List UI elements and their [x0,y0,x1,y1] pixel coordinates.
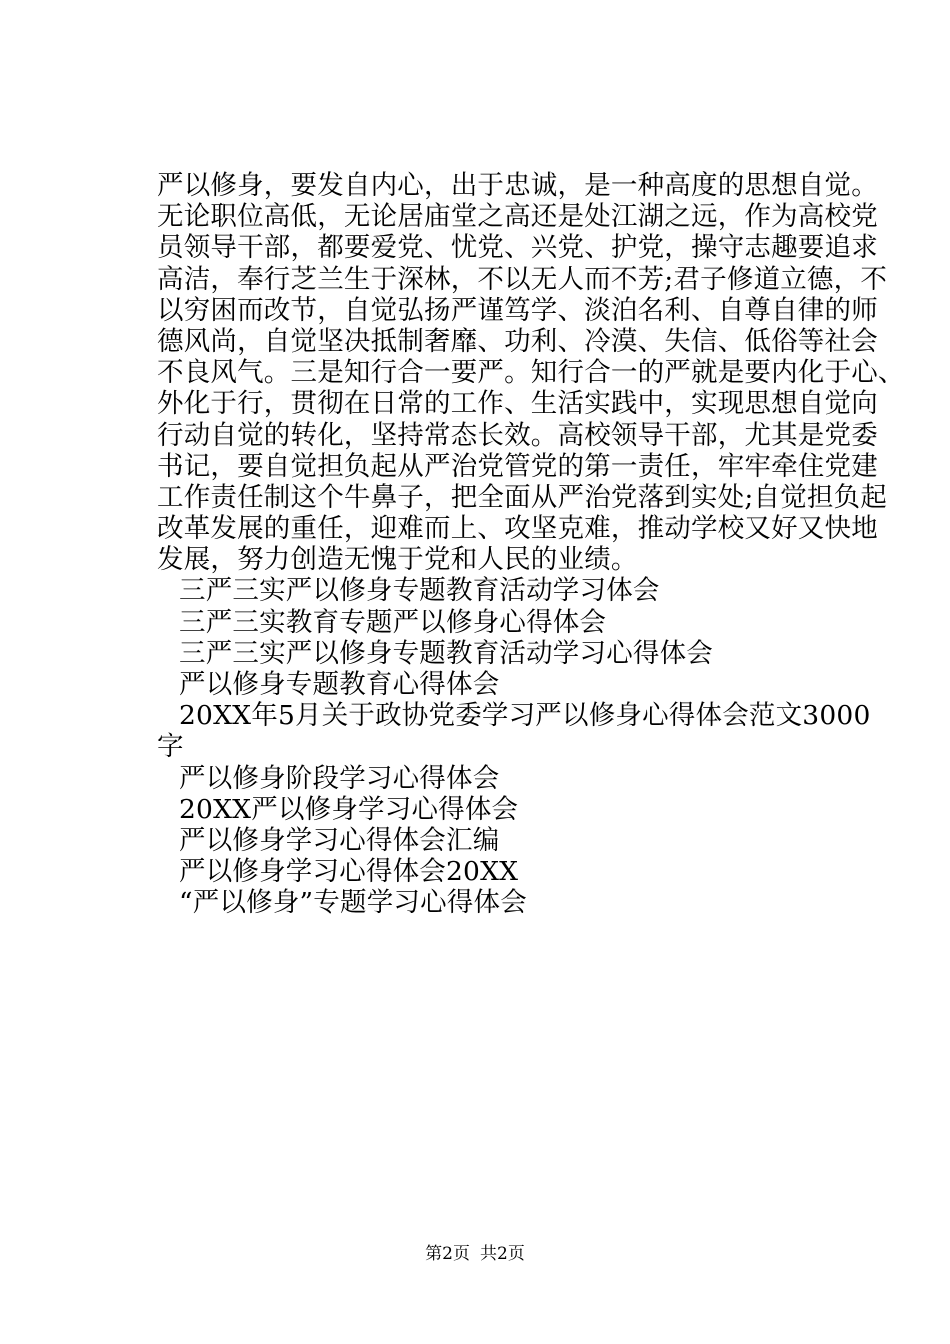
paragraph-line: 严以修身，要发自内心，出于忠诚，是一种高度的思想自觉。 [157,170,878,201]
paragraph-line: 改革发展的重任，迎难而上、攻坚克难，推动学校又好又快地 [157,513,878,545]
related-title: 严以修身专题教育心得体会 [179,669,500,700]
related-title: 三严三实严以修身专题教育活动学习心得体会 [179,637,713,669]
related-title: 严以修身阶段学习心得体会 [179,762,500,794]
related-title: 20XX严以修身学习心得体会 [179,793,519,825]
paragraph-line: 德风尚，自觉坚决抵制奢靡、功利、冷漠、失信、低俗等社会 [157,325,878,357]
related-title: 严以修身学习心得体会汇编 [179,824,500,856]
paragraph-line: 无论职位高低，无论居庙堂之高还是处江湖之远，作为高校党 [157,201,878,233]
related-title: 三严三实严以修身专题教育活动学习体会 [179,575,660,607]
related-title: “严以修身”专题学习心得体会 [179,887,527,919]
paragraph-line: 书记，要自觉担负起从严治党管党的第一责任，牢牢牵住党建 [157,450,878,482]
paragraph-line: 以穷困而改节，自觉弘扬严谨笃学、淡泊名利、自尊自律的师 [157,294,878,326]
paragraph-line: 工作责任制这个牛鼻子，把全面从严治党落到实处;自觉担负起 [157,481,888,513]
paragraph-line: 外化于行，贯彻在日常的工作、生活实践中，实现思想自觉向 [157,388,878,420]
page-number: 第2页 [425,1244,470,1264]
related-title: 三严三实教育专题严以修身心得体会 [179,606,607,638]
related-title-long-continuation: 字 [157,731,184,763]
paragraph-line: 发展，努力创造无愧于党和人民的业绩。 [157,544,638,576]
page-total: 共2页 [480,1244,525,1264]
paragraph-line: 高洁，奉行芝兰生于深林，不以无人而不芳;君子修道立德，不 [157,263,888,295]
page-footer [0,1243,950,1265]
document-body [157,170,905,919]
related-title-long: 20XX年5月关于政协党委学习严以修身心得体会范文3000 [179,700,871,732]
paragraph-line: 不良风气。三是知行合一要严。知行合一的严就是要内化于心、 [157,357,905,389]
paragraph-line: 员领导干部，都要爱党、忧党、兴党、护党，操守志趣要追求 [157,232,878,264]
related-title: 严以修身学习心得体会20XX [179,856,519,888]
paragraph-line: 行动自觉的转化，坚持常态长效。高校领导干部，尤其是党委 [157,419,878,451]
